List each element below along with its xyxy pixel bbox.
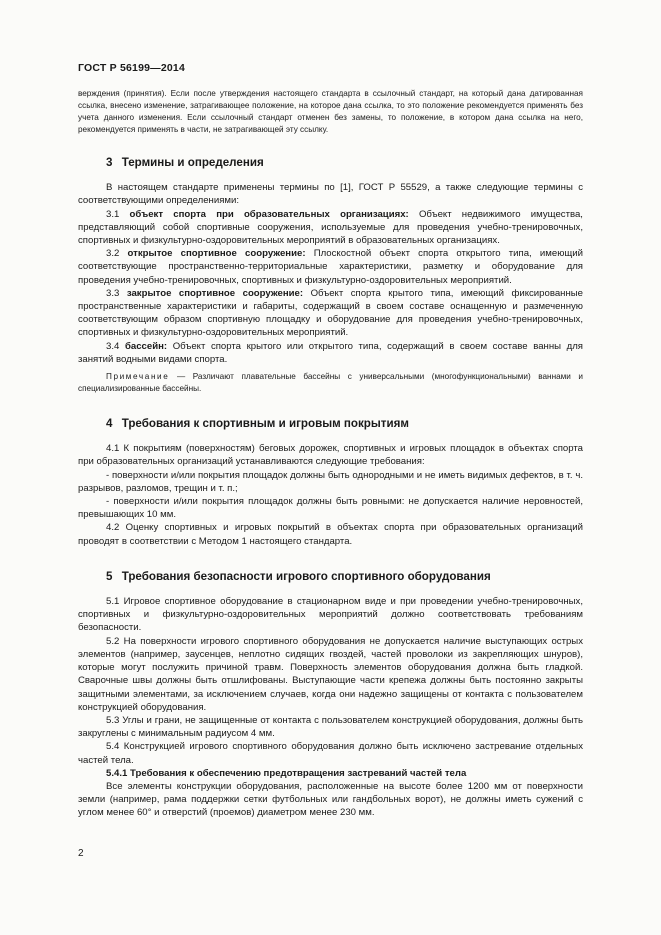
document-header: ГОСТ Р 56199—2014	[78, 62, 186, 74]
term-3-3-name: закрытое спортивное сооружение:	[126, 287, 304, 299]
term-3-1-definition: Объект недвижимого имущества, представляющий собой спортивные сооружения, используемые для проведения учебно-тренировочных, спортивных и физкультурно-оздоровительных мероприятий в образовательных организациях.	[78, 208, 583, 247]
term-3-2: 3.2 открытое спортивное сооружение: Плоскостной объект спорта открытого типа, имеющий соответствующие пространственно-территориальные характеристики, разметку и оборудование для проведения учебно-тренировочных, спортивных и физкультурно-оздоровительных мероприятий.	[78, 248, 583, 286]
clause-4-1: 4.1 К покрытиям (поверхностям) беговых дорожек, спортивных и игровых площадок в объектах спорта при образовательных организаций устанавливаются следующие требования:	[78, 443, 583, 468]
term-3-1: 3.1 объект спорта при образовательных организациях: Объект недвижимого имущества, представляющий собой спортивные сооружения, используемые для проведения учебно-тренировочных, спортивных и физкультурно-оздоровительных мероприятий в образовательных организациях.	[78, 208, 583, 247]
clause-5-4-1-heading: 5.4.1 Требования к обеспечению предотвращения застреваний частей тела	[106, 767, 467, 779]
section-3-note	[78, 371, 583, 395]
clause-4-1-bullet-2: - поверхности и/или покрытия площадок должны быть ровными: не допускается наличие неровностей, превышающих 10 мм.	[78, 496, 583, 521]
section-3-number: 3	[106, 156, 113, 169]
section-3-title: Термины и определения	[121, 156, 264, 169]
term-3-4-definition: Объект спорта крытого или открытого типа, содержащий в своем составе ванны для занятий водными видами спорта.	[78, 340, 583, 365]
clause-5-1: 5.1 Игровое спортивное оборудование в стационарном виде и при проведении учебно-тренировочных, спортивных и физкультурно-оздоровительных мероприятий должно соответствовать требованиям безопасности.	[78, 596, 583, 634]
section-5-number: 5	[106, 569, 113, 583]
term-3-1-name: объект спорта при образовательных организациях:	[129, 208, 409, 220]
term-3-2-definition: Плоскостной объект спорта открытого типа, имеющий соответствующие пространственно-территориальные характеристики, разметку и оборудование для проведения учебно-тренировочных, спортивных и физкультурно-оздоровительных мероприятий.	[78, 248, 583, 286]
term-3-4: 3.4 бассейн: Объект спорта крытого или открытого типа, содержащий в своем составе ванны для занятий водными видами спорта.	[78, 340, 583, 365]
section-3-lead: В настоящем стандарте применены термины по [1], ГОСТ Р 55529, а также следующие термины с соответствующими определениями:	[78, 182, 583, 207]
clause-5-2: 5.2 На поверхности игрового спортивного оборудования не допускается наличие выступающих острых элементов (например, заусенцев, неплотно сидящих гвоздей, частей проволоки из закрепляющих шнуров), которые могут послужить причиной травм. Поверхность элементов оборудования должна быть гладкой. Сварочные швы должны быть отшлифованы. Выступающие части крепежа должны быть постоянно закрыты защитными элементами, за исключением случаев, когда они надежно защищены от контакта с пользователем конструкцией оборудования.	[78, 635, 583, 713]
section-4-title: Требования к спортивным и игровым покрытиям	[121, 417, 409, 431]
section-5-heading	[78, 570, 583, 583]
term-3-3-definition: Объект спорта крытого типа, имеющий фиксированные пространственные характеристики и габариты, содержащий в своем составе оснащенную и размеченную соответствующим образом спортивную площадку и оборудование для проведения учебно-тренировочных, спортивных и физкультурно-оздоровительных мероприятий.	[78, 287, 583, 339]
clause-5-4-1-text: Все элементы конструкции оборудования, расположенные на высоте более 1200 мм от поверхности земли (например, рама поддержки сетки футбольных или гандбольных ворот), не должны иметь сужений с углом менее 60° и отверстий (проемов) диаметром менее 230 мм.	[78, 780, 583, 819]
note-label: Примечание	[106, 372, 170, 382]
term-3-2-name: открытое спортивное сооружение:	[127, 248, 306, 260]
note-text: — Различают плавательные бассейны с универсальными (многофункциональными) ваннами и специализированные бассейны.	[78, 372, 583, 394]
clause-4-1-bullet-1: - поверхности и/или покрытия площадок должны быть однородными и не иметь видимых дефектов, в т. ч. разрывов, разломов, трещин и т. п.;	[78, 469, 583, 494]
clause-5-4: 5.4 Конструкцией игрового спортивного оборудования должно быть исключено застревание отдельных частей тела.	[78, 741, 583, 766]
clause-4-2: 4.2 Оценку спортивных и игровых покрытий в объектах спорта при образовательных организаций проводят в соответствии с Методом 1 настоящего стандарта.	[78, 522, 583, 547]
intro-paragraph: верждения (принятия). Если после утверждения настоящего стандарта в ссылочный стандарт, на который дана датированная ссылка, внесено изменение, затрагивающее положение, на которое дана ссылка, то это положение рекомендуется применять без учета данного изменения. Если ссылочный стандарт отменен без замены, то положение, в котором дана ссылка на него, рекомендуется применять в части, не затрагивающей эту ссылку.	[78, 89, 583, 134]
section-5-title: Требования безопасности игрового спортивного оборудования	[121, 569, 491, 583]
clause-5-3: 5.3 Углы и грани, не защищенные от контакта с пользователем конструкцией оборудования, должны быть закруглены с минимальным радиусом 4 мм.	[78, 714, 583, 740]
section-3-heading	[78, 156, 583, 169]
term-3-3: 3.3 закрытое спортивное сооружение: Объект спорта крытого типа, имеющий фиксированные пространственные характеристики и габариты, содержащий в своем составе оснащенную и размеченную соответствующим образом спортивную площадку и оборудование для проведения учебно-тренировочных, спортивных и физкультурно-оздоровительных мероприятий.	[78, 287, 583, 339]
term-3-4-name: бассейн:	[124, 340, 168, 352]
section-4-number: 4	[106, 417, 113, 431]
page-content	[78, 88, 583, 820]
section-4-heading	[78, 417, 583, 430]
page-number: 2	[78, 848, 84, 859]
